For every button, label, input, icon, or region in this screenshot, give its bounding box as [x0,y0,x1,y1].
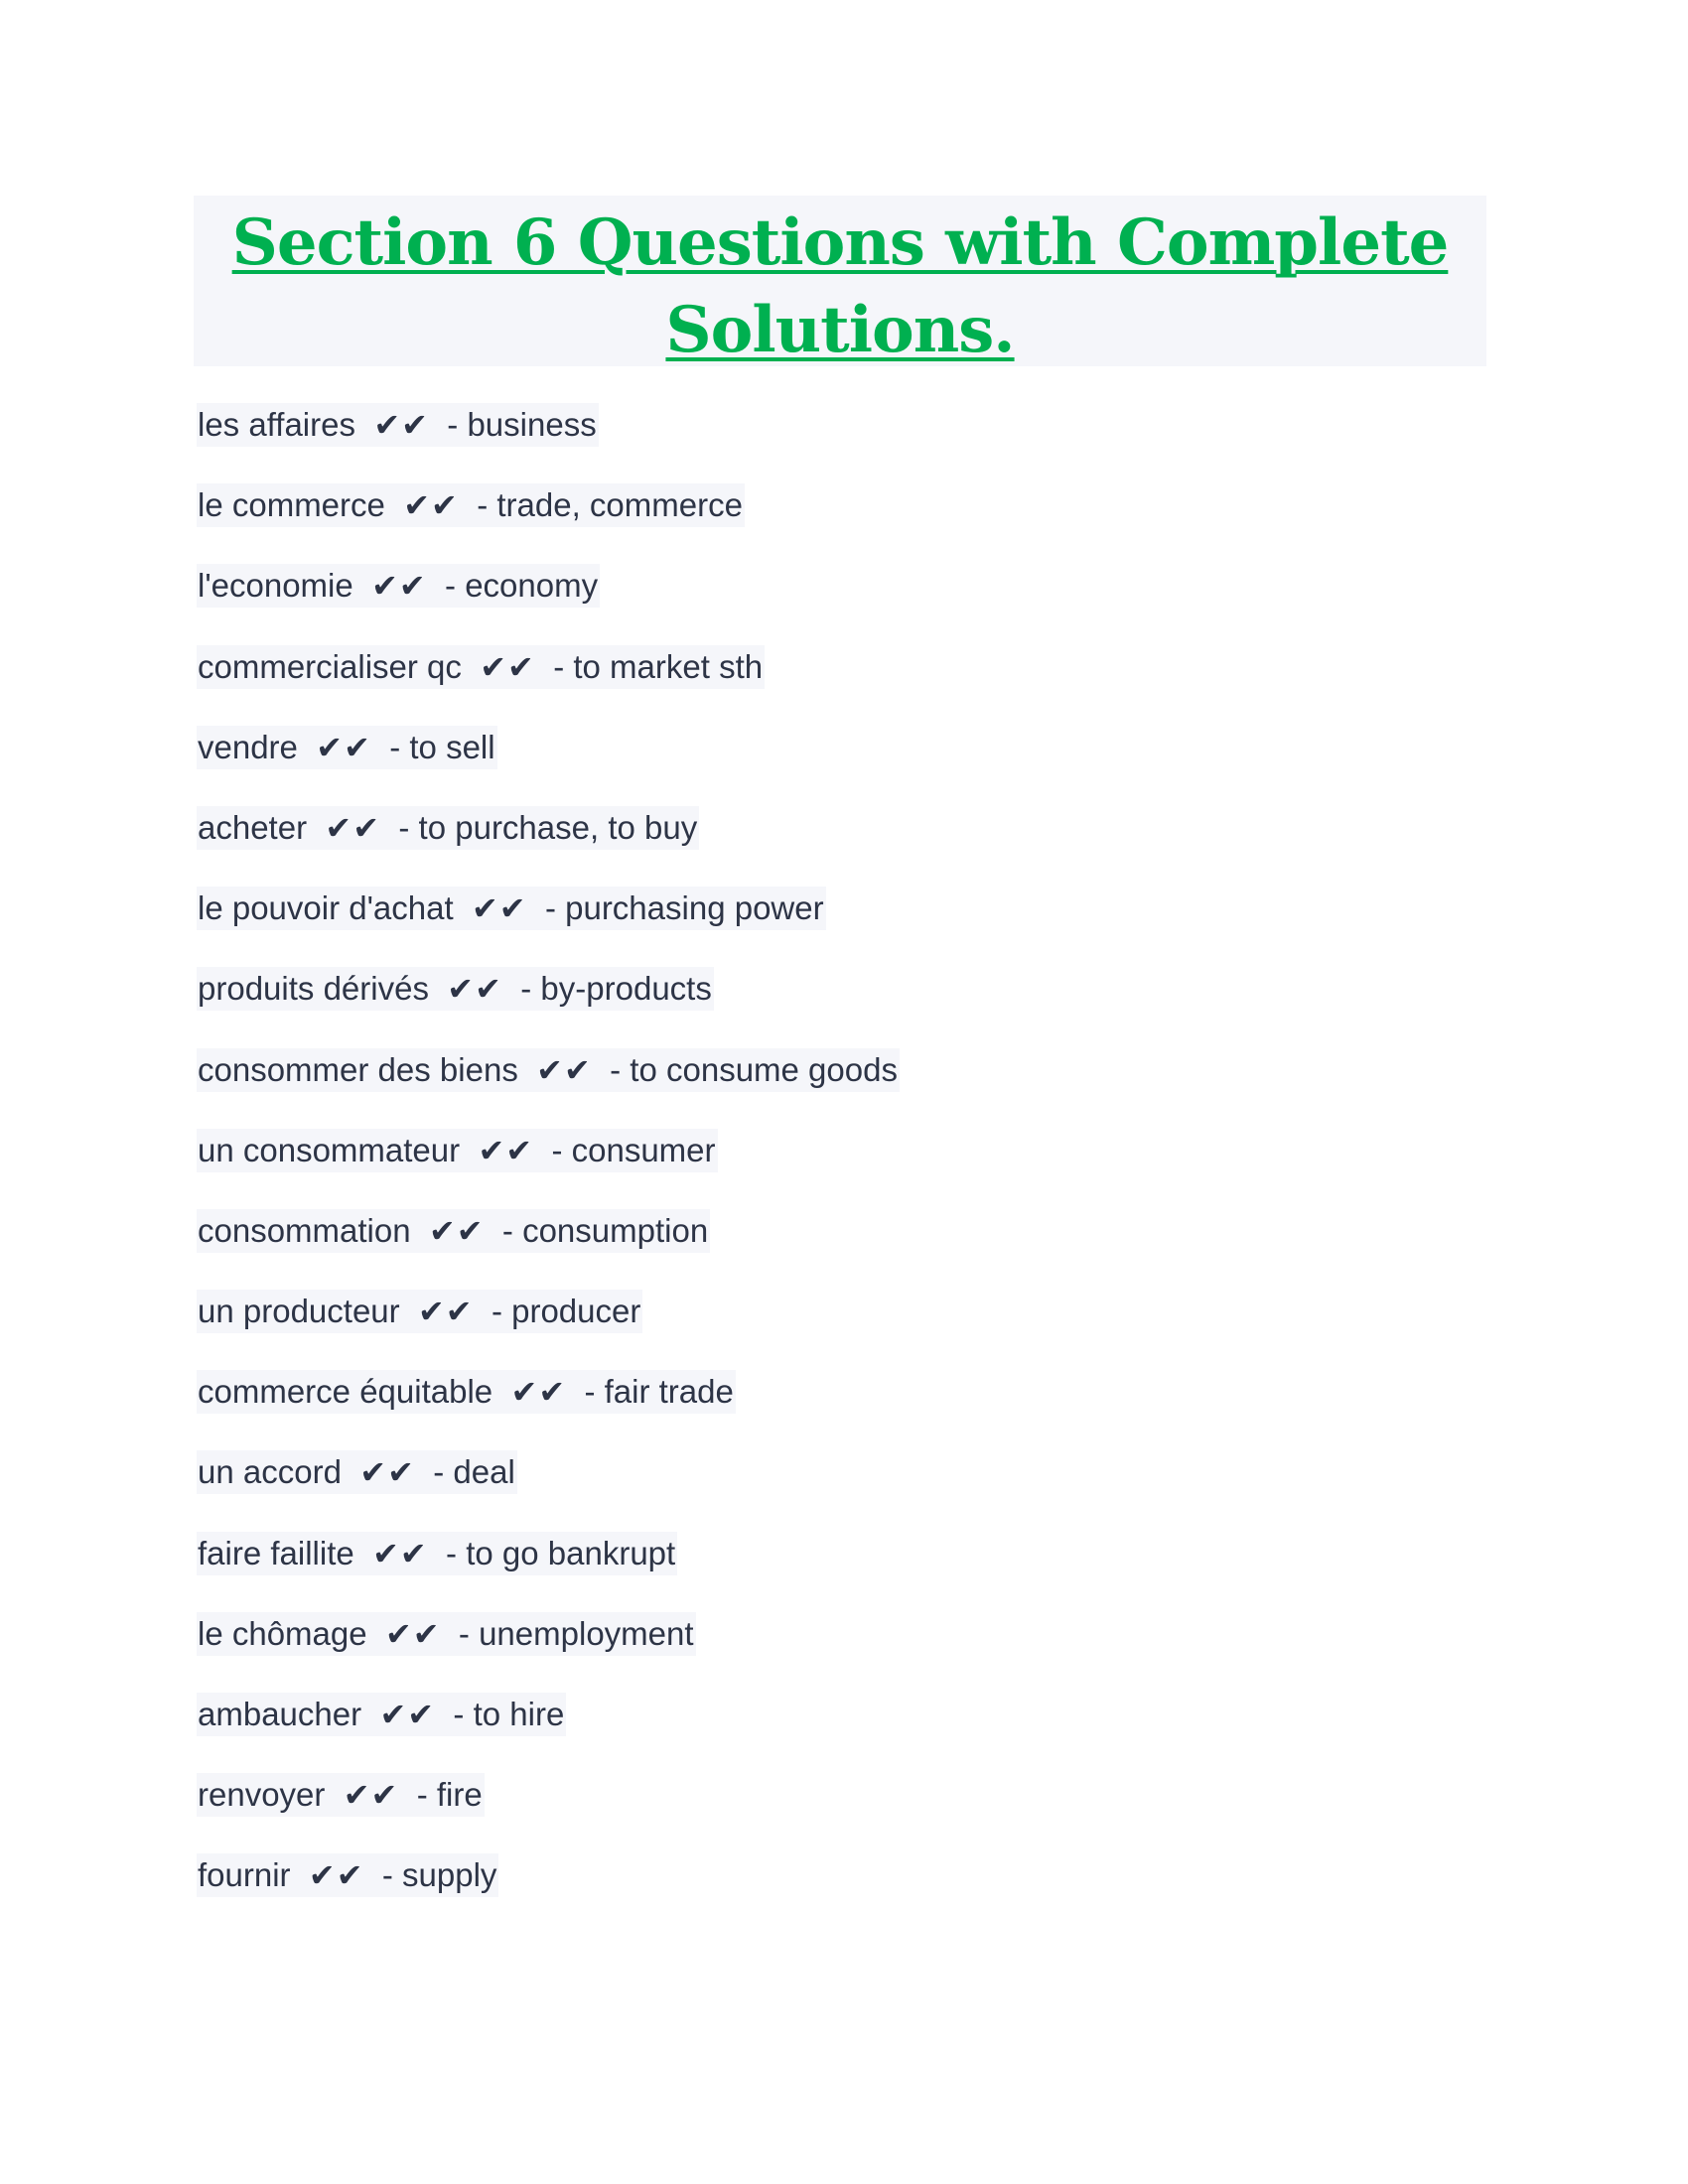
vocabulary-entry [197,726,497,769]
entry-term: consommation [198,1211,411,1249]
list-item [197,1532,1487,1612]
list-item [197,1129,1487,1209]
entry-term: faire faillite [198,1534,354,1571]
check-mark-icon: ✔✔ [371,567,427,606]
vocabulary-entry [197,1129,718,1172]
check-mark-icon: ✔✔ [308,1856,364,1895]
list-item [197,1450,1487,1531]
check-mark-icon: ✔✔ [428,1211,485,1250]
list-item [197,1773,1487,1853]
entry-term: commerce équitable [198,1373,493,1411]
vocabulary-entry [197,1532,677,1575]
entry-definition: - to consume goods [610,1050,898,1088]
entry-term: vendre [198,728,298,765]
check-mark-icon: ✔✔ [447,970,502,1009]
list-item [197,1370,1487,1450]
entry-definition: - producer [491,1293,641,1330]
list-item [197,1290,1487,1370]
list-item [197,806,1487,887]
check-mark-icon: ✔✔ [343,1776,399,1815]
vocabulary-entry [197,564,600,608]
list-item [197,1612,1487,1693]
check-mark-icon: ✔✔ [510,1373,567,1412]
entry-definition: - to market sth [553,647,764,685]
entry-definition: - consumer [551,1131,716,1168]
entry-definition: - to hire [453,1696,565,1732]
vocabulary-entry [197,806,699,850]
entry-term: produits dérivés [198,970,429,1008]
page-title-text-2: Solutions. [665,293,1015,367]
list-item [197,887,1487,967]
entry-definition: - fair trade [584,1373,734,1411]
check-mark-icon: ✔✔ [325,808,381,847]
check-mark-icon: ✔✔ [359,1453,415,1492]
entry-term: commercialiser qc [198,647,462,685]
vocabulary-entry [197,1773,485,1817]
vocabulary-entry [197,1853,498,1897]
check-mark-icon: ✔✔ [417,1293,474,1331]
list-item [197,564,1487,644]
page-title-line-2 [194,287,1486,374]
list-item [197,1853,1487,1934]
check-mark-icon: ✔✔ [403,486,459,525]
list-item [197,967,1487,1047]
entry-definition: - to purchase, to buy [398,808,698,846]
check-mark-icon: ✔✔ [384,1614,441,1653]
vocabulary-entry [197,1209,710,1253]
list-item [197,1693,1487,1773]
entry-term: un producteur [198,1293,400,1330]
entry-definition: - business [447,406,597,443]
check-mark-icon: ✔✔ [480,647,535,686]
vocabulary-entry [197,1048,900,1092]
list-item [197,726,1487,806]
entry-definition: - deal [433,1453,515,1491]
entry-definition: - by-products [520,970,712,1008]
entry-definition: - unemployment [458,1614,694,1652]
list-item [197,483,1487,564]
list-item [197,403,1487,483]
page-title-line-1 [194,200,1486,287]
vocabulary-entry [197,1370,736,1414]
check-mark-icon: ✔✔ [316,728,371,766]
vocabulary-entry [197,967,714,1011]
entry-definition: - trade, commerce [477,486,743,524]
check-mark-icon: ✔✔ [536,1050,592,1089]
entry-term: l'economie [198,567,353,605]
page-title-text-1: Section 6 Questions with Complete [231,205,1449,280]
entry-definition: - fire [416,1776,483,1814]
vocabulary-entry [197,1693,566,1736]
entry-term: un consommateur [198,1131,461,1168]
entry-definition: - consumption [501,1211,709,1249]
entry-term: les affaires [198,406,355,443]
vocabulary-entry [197,887,826,930]
entry-term: fournir [198,1856,291,1894]
entry-definition: - to sell [389,728,495,765]
check-mark-icon: ✔✔ [373,406,429,444]
entry-term: le pouvoir d'achat [198,889,454,927]
check-mark-icon: ✔✔ [478,1131,534,1169]
list-item [197,1209,1487,1290]
vocabulary-entry [197,483,745,527]
entry-term: le commerce [198,486,385,524]
entry-term: ambaucher [198,1696,362,1732]
vocabulary-entry [197,1290,642,1333]
list-item [197,1048,1487,1129]
entry-definition: - purchasing power [544,889,824,927]
vocabulary-entry [197,645,765,689]
check-mark-icon: ✔✔ [372,1534,428,1572]
entry-term: acheter [198,808,308,846]
vocabulary-list [197,403,1487,1935]
entry-term: consommer des biens [198,1050,518,1088]
entry-term: le chômage [198,1614,367,1652]
entry-definition: - to go bankrupt [446,1534,676,1571]
entry-definition: - economy [445,567,599,605]
list-item [197,645,1487,726]
entry-term: un accord [198,1453,342,1491]
vocabulary-entry [197,1612,696,1656]
vocabulary-entry [197,403,599,447]
check-mark-icon: ✔✔ [379,1696,436,1733]
entry-term: renvoyer [198,1776,326,1814]
vocabulary-entry [197,1450,517,1494]
title-block [194,196,1486,366]
check-mark-icon: ✔✔ [471,889,527,928]
entry-definition: - supply [381,1856,497,1894]
